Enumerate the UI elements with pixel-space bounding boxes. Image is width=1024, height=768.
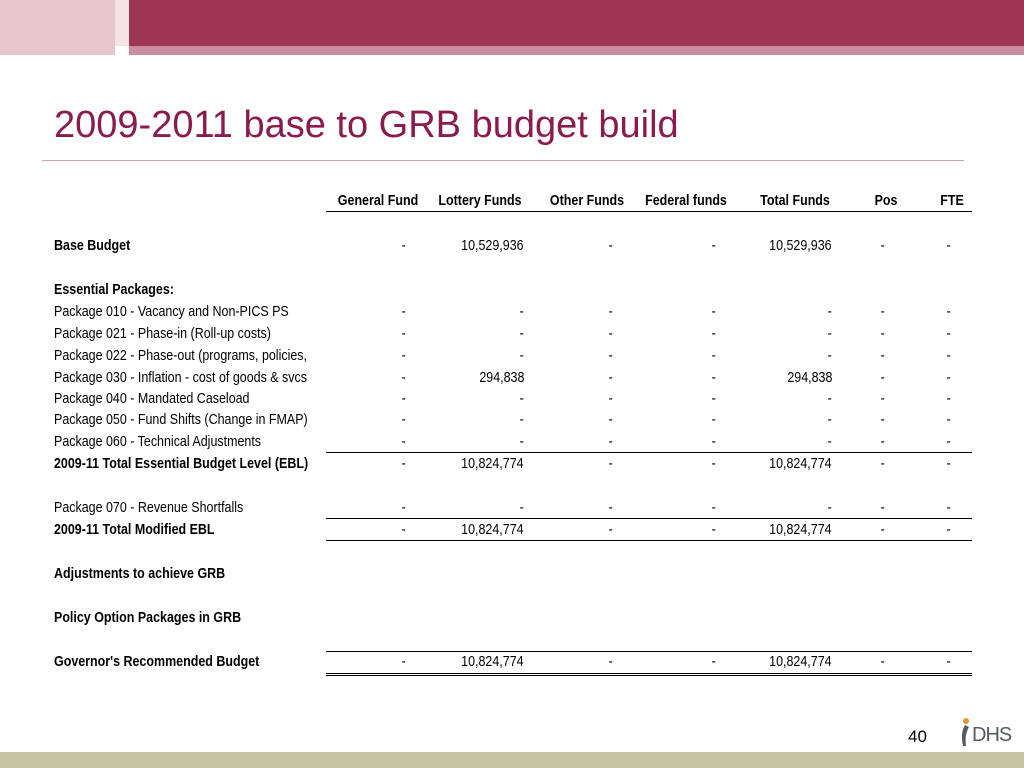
table-cell: - [827,326,832,342]
table-cell: - [711,370,716,386]
table-cell: - [401,304,406,320]
table-cell: - [880,304,885,320]
table-cell: - [946,500,951,516]
footer-bar [0,752,1024,768]
table-cell: - [519,412,524,428]
slide-title: 2009-2011 base to GRB budget build [54,104,679,146]
table-cell: - [401,370,406,386]
row-label: Governor's Recommended Budget [54,654,260,670]
table-cell: - [711,326,716,342]
table-cell: - [401,522,406,538]
table-cell: - [519,326,524,342]
table-cell: - [711,348,716,364]
table-cell: - [946,434,951,450]
header-underline [326,211,972,212]
table-cell: - [401,348,406,364]
table-cell: - [880,456,885,472]
column-header: Lottery Funds [438,193,522,209]
table-cell: - [608,434,613,450]
table-cell: - [880,391,885,407]
table-cell: - [608,304,613,320]
row-label: Adjustments to achieve GRB [54,566,226,582]
table-cell: - [401,456,406,472]
table-cell: - [946,391,951,407]
page-number: 40 [908,727,927,746]
table-cell: - [608,391,613,407]
column-header: General Fund [337,193,419,209]
table-cell: - [608,238,613,254]
table-cell: - [827,412,832,428]
table-cell: - [401,412,406,428]
column-header: Total Funds [760,193,830,209]
table-cell: - [519,434,524,450]
table-cell: - [711,500,716,516]
row-label: 2009-11 Total Essential Budget Level (EBL) [54,456,309,472]
table-cell: - [880,370,885,386]
table-cell: 10,529,936 [769,238,832,254]
table-cell: - [711,434,716,450]
dhs-logo [956,716,1018,750]
row-label: Base Budget [54,238,131,254]
table-cell: - [401,434,406,450]
table-cell: - [946,456,951,472]
table-cell: - [946,522,951,538]
table-cell: - [946,348,951,364]
modified-ebl-top-rule [326,518,972,519]
row-label: Package 060 - Technical Adjustments [54,434,262,450]
modified-ebl-bottom-rule [326,540,972,541]
ebl-total-rule [326,452,972,453]
table-cell: - [608,456,613,472]
table-cell: - [827,500,832,516]
table-cell: - [608,370,613,386]
table-cell: - [880,500,885,516]
table-cell: - [608,500,613,516]
column-header: Pos [874,193,898,209]
row-label: Package 070 - Revenue Shortfalls [54,500,244,516]
table-cell: - [519,304,524,320]
table-cell: - [946,304,951,320]
row-label: Package 010 - Vacancy and Non-PICS PS [54,304,289,320]
table-cell: - [608,348,613,364]
table-cell: - [880,348,885,364]
table-cell: - [608,326,613,342]
grb-top-rule [326,651,972,652]
table-cell: - [711,654,716,670]
table-cell: - [608,522,613,538]
table-cell: - [711,456,716,472]
table-cell: - [401,238,406,254]
table-cell: - [946,370,951,386]
table-cell: 10,824,774 [461,654,524,670]
row-label: 2009-11 Total Modified EBL [54,522,215,538]
table-cell: - [827,304,832,320]
table-cell: 294,838 [478,370,524,386]
table-cell: - [880,326,885,342]
table-cell: - [401,326,406,342]
table-cell: - [401,654,406,670]
row-label: Policy Option Packages in GRB [54,610,242,626]
table-cell: - [946,238,951,254]
table-cell: - [827,434,832,450]
table-cell: - [827,391,832,407]
table-cell: - [519,391,524,407]
table-cell: - [711,391,716,407]
logo-text: DHS [972,724,1012,746]
table-cell: - [711,412,716,428]
table-cell: - [711,238,716,254]
table-cell: 10,824,774 [461,456,524,472]
table-cell: - [608,654,613,670]
table-cell: 10,529,936 [461,238,524,254]
table-cell: - [880,654,885,670]
table-cell: 10,824,774 [769,456,832,472]
table-cell: 10,824,774 [769,522,832,538]
table-cell: 10,824,774 [461,522,524,538]
row-label: Package 022 - Phase-out (programs, policies, [54,348,308,364]
row-label: Package 021 - Phase-in (Roll-up costs) [54,326,271,342]
table-cell: - [946,326,951,342]
row-label: Package 030 - Inflation - cost of goods & svcs [54,370,308,386]
grb-bottom-rule-2 [326,675,972,676]
row-label: Essential Packages: [54,282,174,298]
row-label: Package 050 - Fund Shifts (Change in FMAP) [54,412,308,428]
row-label: Package 040 - Mandated Caseload [54,391,250,407]
table-cell: 294,838 [786,370,832,386]
table-cell: - [880,412,885,428]
table-cell: - [880,522,885,538]
table-cell: - [880,238,885,254]
table-cell: 10,824,774 [769,654,832,670]
table-cell: - [608,412,613,428]
table-cell: - [519,348,524,364]
column-header: Federal funds [645,193,727,209]
column-header: Other Funds [549,193,625,209]
column-header: FTE [940,193,964,209]
table-cell: - [519,500,524,516]
table-cell: - [401,391,406,407]
table-cell: - [946,654,951,670]
table-cell: - [711,304,716,320]
table-cell: - [401,500,406,516]
table-cell: - [827,348,832,364]
table-cell: - [946,412,951,428]
table-cell: - [711,522,716,538]
table-cell: - [880,434,885,450]
grb-bottom-rule-1 [326,673,972,674]
